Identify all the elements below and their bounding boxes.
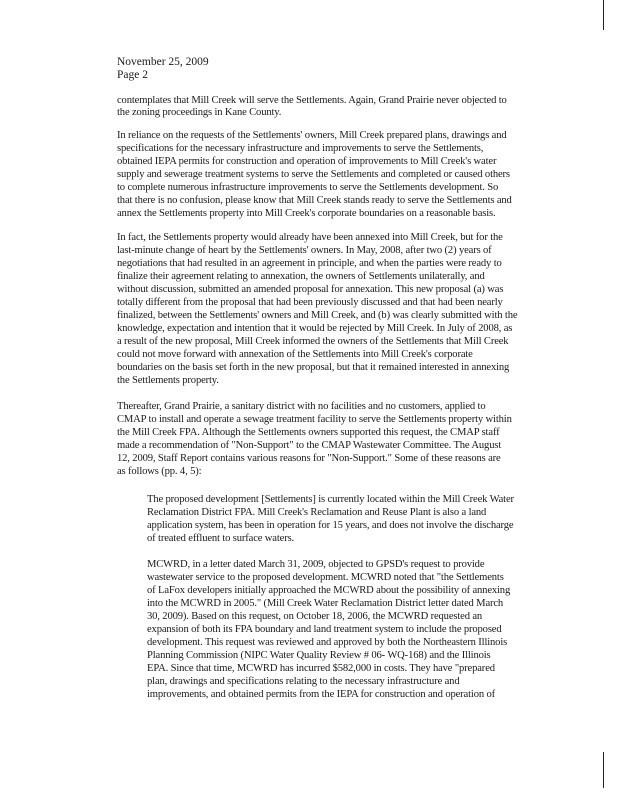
quote-2-line: Planning Commission (NIPC Water Quality Review # 06- WQ-168) and the Illinois xyxy=(147,650,491,661)
paragraph-2-line: that there is no confusion, please know that Mill Creek stands ready to serve the Settlements and xyxy=(117,195,512,206)
paragraph-4-line: 12, 2009, Staff Report contains various reasons for "Non-Support." Some of these reasons are xyxy=(117,453,501,464)
letter-date: November 25, 2009 xyxy=(117,56,209,68)
paragraph-2-line: annex the Settlements property into Mill Creek's corporate boundaries on a reasonable basis. xyxy=(117,208,496,219)
quote-1-line: The proposed development [Settlements] is currently located within the Mill Creek Water xyxy=(147,494,514,505)
paragraph-3-line: finalized, between the Settlements' owners and Mill Creek, and (b) was clearly submitted with the xyxy=(117,310,518,321)
paragraph-1-line: contemplates that Mill Creek will serve the Settlements. Again, Grand Prairie never objected to xyxy=(117,95,507,106)
paragraph-4-line: the Mill Creek FPA. Although the Settlements owners supported this request, the CMAP staff xyxy=(117,427,500,438)
quote-2-line: improvements, and obtained permits from the IEPA for construction and operation of xyxy=(147,689,496,700)
paragraph-4-line: CMAP to install and operate a sewage treatment facility to serve the Settlements property within xyxy=(117,414,512,425)
quote-2-line: plan, drawings and specifications relating to the necessary infrastructure and xyxy=(147,676,460,687)
paragraph-3-line: last-minute change of heart by the Settlements' owners. In May, 2008, after two (2) years of xyxy=(117,245,492,256)
paragraph-3-line: could not move forward with annexation of the Settlements into Mill Creek's corporate xyxy=(117,349,473,360)
paragraph-3-line: the Settlements property. xyxy=(117,375,219,386)
paragraph-1-line: the zoning proceedings in Kane County. xyxy=(117,107,282,118)
paragraph-3-line: a result of the new proposal, Mill Creek informed the owners of the Settlements that Mill Creek xyxy=(117,336,509,347)
paragraph-4-line: made a recommendation of "Non-Support" to the CMAP Wastewater Committee. The August xyxy=(117,440,502,451)
quote-2-line: into the MCWRD in 2005." (Mill Creek Water Reclamation District letter dated March xyxy=(147,598,504,609)
paragraph-2-line: specifications for the necessary infrastructure and improvements to serve the Settlements, xyxy=(117,143,484,154)
paragraph-3-line: boundaries on the basis set forth in the new proposal, but that it remained interested in annexing xyxy=(117,362,510,373)
paragraph-2-line: In reliance on the requests of the Settlements' owners, Mill Creek prepared plans, drawings and xyxy=(117,130,507,141)
paragraph-3-line: negotiations that had resulted in an agreement in principle, and when the parties were ready to xyxy=(117,258,502,269)
paragraph-3-line: In fact, the Settlements property would already have been annexed into Mill Creek, but for the xyxy=(117,232,503,243)
paragraph-3-line: without discussion, submitted an amended proposal for annexation. This new proposal (a) was xyxy=(117,284,504,295)
scan-edge-mark-top xyxy=(603,0,604,30)
quote-2-line: MCWRD, in a letter dated March 31, 2009, objected to GPSD's request to provide xyxy=(147,559,485,570)
quote-2-line: of LaFox developers initially approached the MCWRD about the possibility of annexing xyxy=(147,585,511,596)
quote-1-line: Reclamation District FPA. Mill Creek's Reclamation and Reuse Plant is also a land xyxy=(147,507,487,518)
paragraph-3-line: knowledge, expectation and intention that it would be rejected by Mill Creek. In July of 2008, as xyxy=(117,323,513,334)
paragraph-4-line: Thereafter, Grand Prairie, a sanitary district with no facilities and no customers, applied to xyxy=(117,401,486,412)
quote-1-line: application system, has been in operation for 15 years, and does not involve the discharge xyxy=(147,520,514,531)
quote-2-line: development. This request was reviewed and approved by both the Northeastern Illinois xyxy=(147,637,508,648)
quote-2-line: EPA. Since that time, MCWRD has incurred $582,000 in costs. They have "prepared xyxy=(147,663,495,674)
quote-2-line: expansion of both its FPA boundary and land treatment system to include the proposed xyxy=(147,624,502,635)
paragraph-2-line: supply and sewerage treatment systems to serve the Settlements and completed or caused others xyxy=(117,169,510,180)
page-number: Page 2 xyxy=(117,69,148,81)
paragraph-3-line: totally different from the proposal that had been previously discussed and that had been nearly xyxy=(117,297,503,308)
paragraph-2-line: obtained IEPA permits for construction and operation of improvements to Mill Creek's water xyxy=(117,156,497,167)
quote-2-line: 30, 2009). Based on this request, on October 18, 2006, the MCWRD requested an xyxy=(147,611,483,622)
paragraph-3-line: finalize their agreement relating to annexation, the owners of Settlements unilaterally, and xyxy=(117,271,485,282)
scan-edge-mark-bottom xyxy=(603,752,604,788)
quote-2-line: wastewater service to the proposed development. MCWRD noted that "the Settlements xyxy=(147,572,504,583)
paragraph-4-line: as follows (pp. 4, 5): xyxy=(117,466,202,477)
quote-1-line: of treated effluent to surface waters. xyxy=(147,533,295,544)
paragraph-2-line: to complete numerous infrastructure improvements to serve the Settlements development. So xyxy=(117,182,499,193)
